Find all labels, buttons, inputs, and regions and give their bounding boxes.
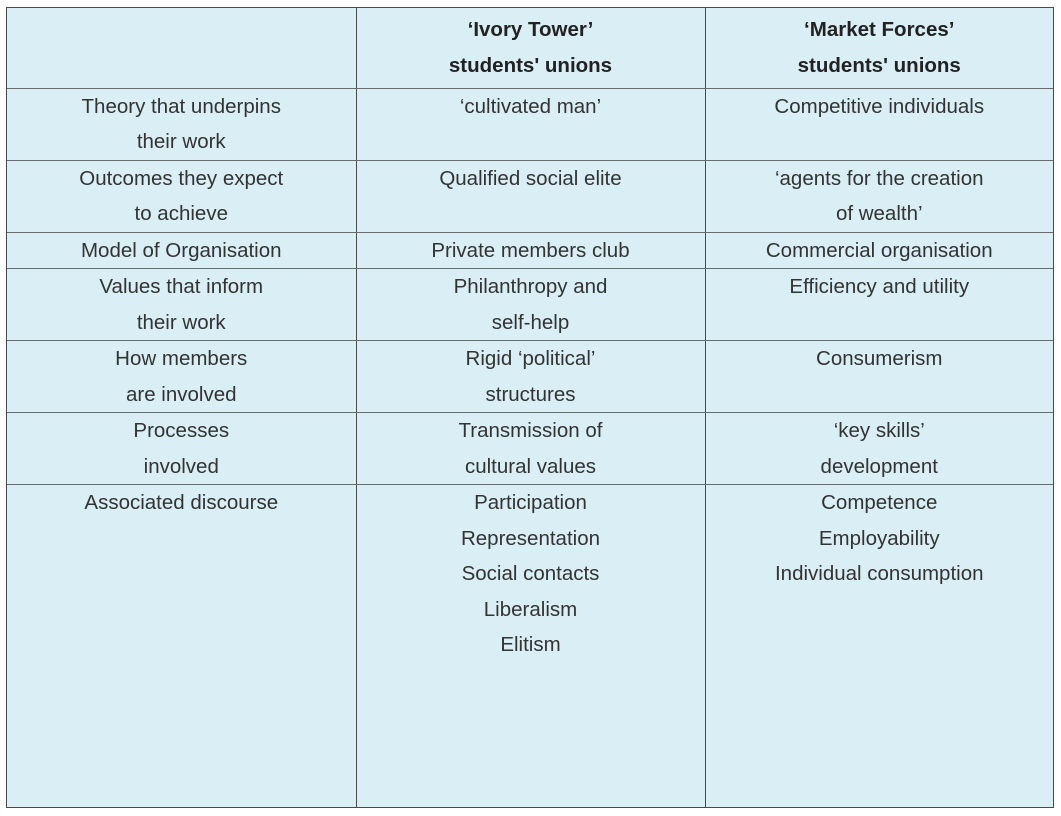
table-row-values <box>7 269 1053 341</box>
cell-line: Competitive individuals <box>774 94 985 118</box>
cell-line: Elitism <box>500 633 561 656</box>
ivory-tower-cell <box>356 485 705 808</box>
row-label-cell <box>7 341 356 413</box>
header-market-forces <box>705 8 1053 88</box>
market-forces-cell <box>705 232 1053 269</box>
ivory-tower-cell <box>356 413 705 485</box>
cell-line: their work <box>136 130 226 153</box>
cell-line: Representation <box>460 526 601 550</box>
ivory-tower-cell <box>356 160 705 232</box>
ivory-tower-cell <box>356 269 705 341</box>
cell-line: Philanthropy and <box>453 275 608 298</box>
header-line: ‘Ivory Tower’ <box>467 18 594 41</box>
cell-line: Model of Organisation <box>80 238 282 262</box>
cell-line: Employability <box>818 526 940 550</box>
comparison-table-container <box>6 7 1054 808</box>
cell-line: involved <box>143 454 219 478</box>
table-row-processes <box>7 413 1053 485</box>
cell-line: Associated discourse <box>84 491 279 514</box>
cell-line: are involved <box>125 382 237 406</box>
cell-line: Individual consumption <box>774 562 984 585</box>
market-forces-cell <box>705 341 1053 413</box>
cell-line: to achieve <box>134 202 228 225</box>
table-row-members <box>7 341 1053 413</box>
cell-line: Liberalism <box>483 597 578 621</box>
table-row-outcomes <box>7 160 1053 232</box>
ivory-tower-cell <box>356 88 705 160</box>
market-forces-cell <box>705 269 1053 341</box>
cell-line: Commercial organisation <box>765 238 993 262</box>
ivory-tower-cell <box>356 341 705 413</box>
cell-line: Efficiency and utility <box>789 275 970 298</box>
header-empty-cell <box>7 8 356 88</box>
cell-line: ‘cultivated man’ <box>459 94 602 118</box>
cell-line: How members <box>115 347 248 370</box>
header-ivory-tower <box>356 8 705 88</box>
cell-line: Rigid ‘political’ <box>465 347 596 370</box>
cell-line: Participation <box>474 491 587 514</box>
header-line: ‘Market Forces’ <box>804 18 955 41</box>
cell-line: Private members club <box>431 238 630 262</box>
cell-line: Social contacts <box>461 562 600 585</box>
market-forces-cell <box>705 485 1053 808</box>
row-label-cell <box>7 269 356 341</box>
table-header-row <box>7 8 1053 88</box>
header-line: students' unions <box>797 53 961 77</box>
market-forces-cell <box>705 160 1053 232</box>
cell-line: Outcomes they expect <box>79 166 284 190</box>
cell-line: Consumerism <box>816 347 943 370</box>
row-label-cell <box>7 413 356 485</box>
cell-line: ‘agents for the creation <box>774 166 984 190</box>
cell-line: Transmission of <box>458 419 603 442</box>
cell-line: structures <box>485 382 576 406</box>
table-row-discourse <box>7 485 1053 808</box>
row-label-cell <box>7 232 356 269</box>
ivory-tower-cell <box>356 232 705 269</box>
market-forces-cell <box>705 413 1053 485</box>
cell-line: Competence <box>821 491 938 514</box>
cell-line: Qualified social elite <box>439 166 622 190</box>
comparison-table <box>7 8 1053 807</box>
table-row-model <box>7 232 1053 269</box>
cell-line: their work <box>136 310 226 334</box>
cell-line: of wealth’ <box>835 202 923 225</box>
cell-line: Processes <box>133 419 230 442</box>
header-line: students' unions <box>448 53 613 77</box>
row-label-cell <box>7 160 356 232</box>
cell-line: development <box>820 454 938 478</box>
cell-line: Values that inform <box>99 275 264 298</box>
market-forces-cell <box>705 88 1053 160</box>
cell-line: Theory that underpins <box>81 94 281 118</box>
table-row-theory <box>7 88 1053 160</box>
cell-line: self-help <box>491 310 570 334</box>
row-label-cell <box>7 485 356 808</box>
cell-line: cultural values <box>464 454 597 478</box>
cell-line: ‘key skills’ <box>833 419 925 442</box>
row-label-cell <box>7 88 356 160</box>
